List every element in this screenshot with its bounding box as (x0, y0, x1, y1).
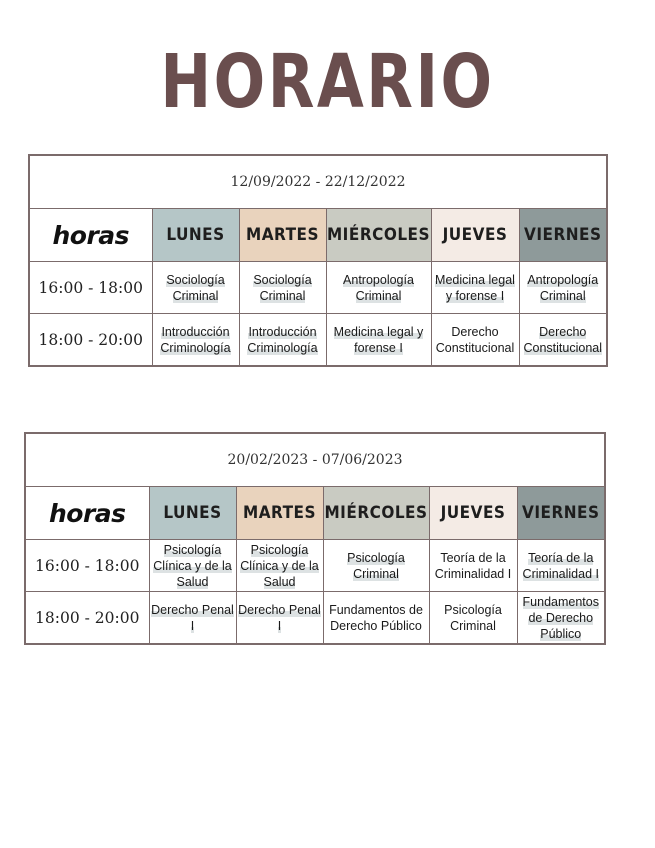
class-cell (517, 540, 605, 592)
table-row (29, 314, 607, 367)
class-name: Derecho Constitucional (435, 324, 515, 355)
class-cell (431, 262, 519, 314)
class-cell (323, 540, 429, 592)
date-range: 20/02/2023 - 07/06/2023 (25, 433, 605, 487)
class-cell (149, 540, 236, 592)
class-cell (152, 314, 239, 367)
class-name: Sociología Criminal (166, 272, 225, 303)
class-name: Sociología Criminal (253, 272, 312, 303)
class-cell (519, 314, 607, 367)
table-row (25, 592, 605, 645)
class-name: Psicología Clínica y de la Salud (240, 542, 319, 589)
class-name: Derecho Penal I (238, 602, 321, 633)
horas-header: horas (25, 487, 149, 540)
class-cell (236, 592, 323, 645)
day-header-miercoles: MIÉRCOLES (323, 487, 429, 540)
class-cell (149, 592, 236, 645)
class-cell (517, 592, 605, 645)
class-cell (239, 314, 326, 367)
class-name: Derecho Penal I (151, 602, 234, 633)
class-name: Antropología Criminal (527, 272, 599, 303)
class-name: Psicología Clínica y de la Salud (153, 542, 232, 589)
schedule-table-semester-1 (28, 154, 608, 367)
day-header-jueves: JUEVES (431, 209, 519, 262)
class-cell (326, 262, 431, 314)
class-name: Teoría de la Criminalidad I (522, 550, 599, 581)
class-name: Derecho Constitucional (523, 324, 603, 355)
time-slot: 18:00 - 20:00 (25, 592, 149, 645)
class-name: Teoría de la Criminalidad I (434, 550, 512, 581)
class-name: Psicología Criminal (347, 550, 405, 581)
class-name: Medicina legal y forense I (333, 324, 424, 355)
day-header-miercoles: MIÉRCOLES (326, 209, 431, 262)
class-cell (152, 262, 239, 314)
day-header-jueves: JUEVES (429, 487, 517, 540)
time-slot: 18:00 - 20:00 (29, 314, 152, 367)
table-row (25, 540, 605, 592)
table-row (29, 262, 607, 314)
day-header-martes: MARTES (236, 487, 323, 540)
class-cell (519, 262, 607, 314)
page-title: HORARIO (160, 39, 495, 125)
class-name: Fundamentos de Derecho Público (329, 602, 423, 633)
class-name: Fundamentos de Derecho Público (522, 594, 599, 641)
day-header-martes: MARTES (239, 209, 326, 262)
class-cell (326, 314, 431, 367)
class-cell (239, 262, 326, 314)
day-header-viernes: VIERNES (519, 209, 607, 262)
class-cell (431, 314, 519, 367)
class-cell (323, 592, 429, 645)
day-header-lunes: LUNES (149, 487, 236, 540)
class-name: Antropología Criminal (343, 272, 414, 303)
class-cell (429, 540, 517, 592)
date-range: 12/09/2022 - 22/12/2022 (29, 155, 607, 209)
class-name: Introducción Criminología (247, 324, 318, 355)
class-name: Introducción Criminología (160, 324, 231, 355)
time-slot: 16:00 - 18:00 (25, 540, 149, 592)
time-slot: 16:00 - 18:00 (29, 262, 152, 314)
horas-header: horas (29, 209, 152, 262)
day-header-viernes: VIERNES (517, 487, 605, 540)
class-name: Psicología Criminal (444, 602, 502, 633)
class-cell (236, 540, 323, 592)
schedule-table-semester-2 (24, 432, 606, 645)
class-name: Medicina legal y forense I (435, 272, 515, 303)
class-cell (429, 592, 517, 645)
day-header-lunes: LUNES (152, 209, 239, 262)
